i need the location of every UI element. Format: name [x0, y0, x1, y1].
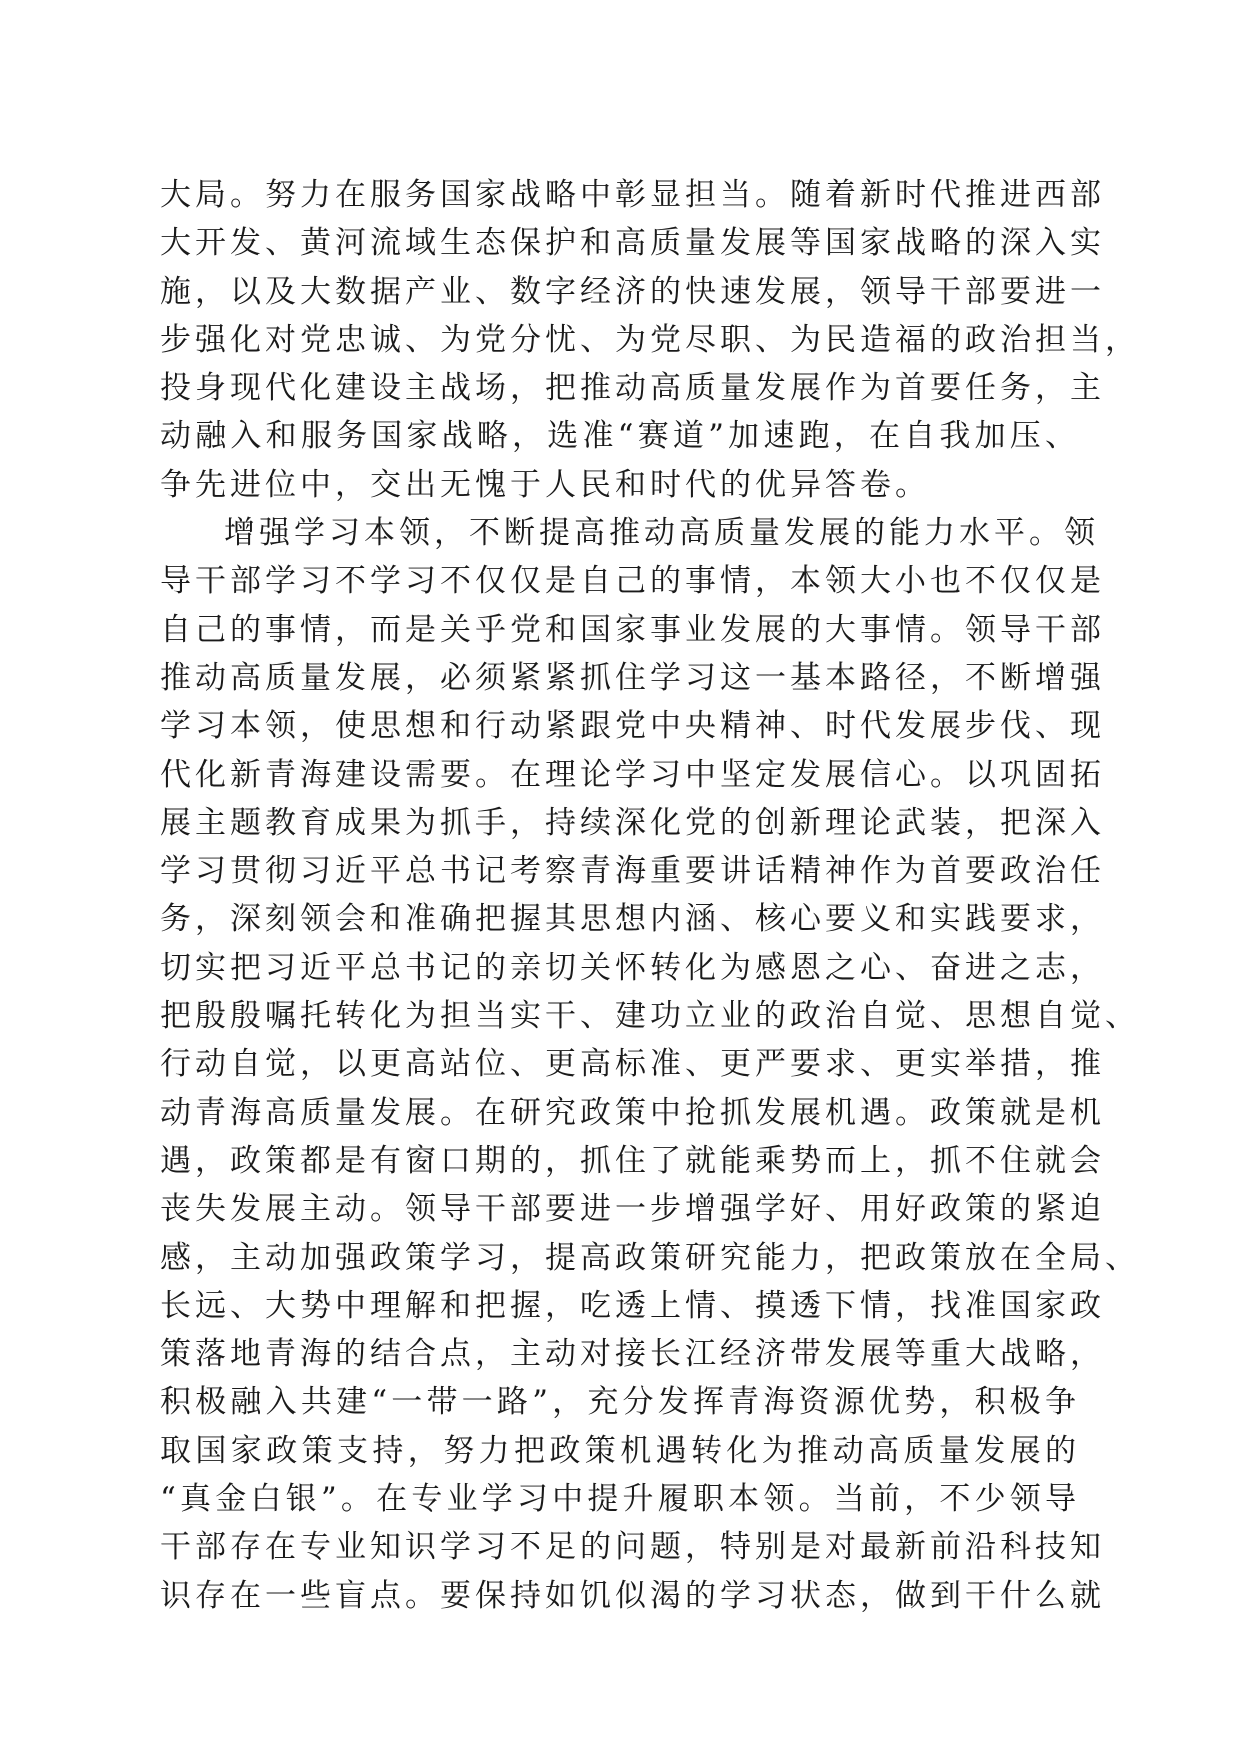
text-line: 动青海高质量发展。在研究政策中抢抓发展机遇。政策就是机	[160, 1094, 1105, 1131]
text-line: 感，主动加强政策学习，提高政策研究能力，把政策放在全局、	[160, 1239, 1140, 1276]
text-line: 学习贯彻习近平总书记考察青海重要讲话精神作为首要政治任	[160, 853, 1105, 890]
text-line: 遇，政策都是有窗口期的，抓住了就能乘势而上，抓不住就会	[160, 1142, 1105, 1179]
text-line: 行动自觉，以更高站位、更高标准、更严要求、更实举措，推	[160, 1046, 1105, 1083]
text-line: 展主题教育成果为抓手，持续深化党的创新理论武装，把深入	[160, 804, 1105, 841]
text-line: 取国家政策支持，努力把政策机遇转化为推动高质量发展的	[160, 1432, 1080, 1469]
text-line: 丧失发展主动。领导干部要进一步增强学好、用好政策的紧迫	[160, 1191, 1105, 1228]
paragraph-1	[160, 171, 1140, 509]
text-line: 切实把习近平总书记的亲切关怀转化为感恩之心、奋进之志，	[160, 949, 1105, 986]
text-line: 增强学习本领，不断提高推动高质量发展的能力水平。领	[224, 515, 1099, 552]
text-line: 大开发、黄河流域生态保护和高质量发展等国家战略的深入实	[160, 225, 1105, 262]
text-line: 投身现代化建设主战场，把推动高质量发展作为首要任务，主	[160, 370, 1105, 407]
paragraph-2	[160, 509, 1140, 1620]
text-line: “真金白银”。在专业学习中提升履职本领。当前，不少领导	[160, 1481, 1080, 1518]
text-line: 大局。努力在服务国家战略中彰显担当。随着新时代推进西部	[160, 177, 1105, 213]
text-line: 干部存在专业知识学习不足的问题，特别是对最新前沿科技知	[160, 1529, 1105, 1566]
text-line: 推动高质量发展，必须紧紧抓住学习这一基本路径，不断增强	[160, 659, 1105, 696]
text-line: 把殷殷嘱托转化为担当实干、建功立业的政治自觉、思想自觉、	[160, 998, 1140, 1035]
text-line: 学习本领，使思想和行动紧跟党中央精神、时代发展步伐、现	[160, 708, 1105, 745]
document-body	[160, 171, 1140, 1620]
text-line: 长远、大势中理解和把握，吃透上情、摸透下情，找准国家政	[160, 1287, 1105, 1324]
text-line: 代化新青海建设需要。在理论学习中坚定发展信心。以巩固拓	[160, 756, 1105, 793]
text-line: 步强化对党忠诚、为党分忧、为党尽职、为民造福的政治担当，	[160, 321, 1140, 358]
text-line: 务，深刻领会和准确把握其思想内涵、核心要义和实践要求，	[160, 901, 1105, 938]
text-line: 策落地青海的结合点，主动对接长江经济带发展等重大战略，	[160, 1336, 1105, 1373]
text-line: 争先进位中，交出无愧于人民和时代的优异答卷。	[160, 466, 930, 503]
text-line: 识存在一些盲点。要保持如饥似渴的学习状态，做到干什么就	[160, 1577, 1105, 1614]
text-line: 施，以及大数据产业、数字经济的快速发展，领导干部要进一	[160, 273, 1105, 310]
text-line: 积极融入共建“一带一路”，充分发挥青海资源优势，积极争	[160, 1384, 1080, 1421]
text-line: 自己的事情，而是关乎党和国家事业发展的大事情。领导干部	[160, 611, 1105, 648]
text-line: 动融入和服务国家战略，选准“赛道”加速跑，在自我加压、	[160, 418, 1080, 455]
text-line: 导干部学习不学习不仅仅是自己的事情，本领大小也不仅仅是	[160, 563, 1105, 600]
